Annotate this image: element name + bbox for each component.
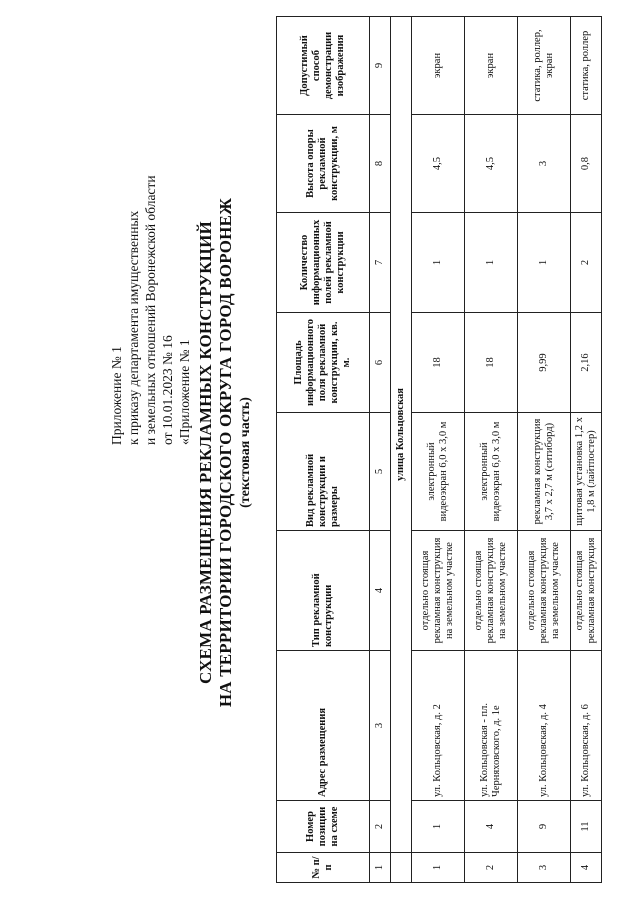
header-cell: Высота опоры рекламной конструкции, м [277, 115, 370, 213]
table-row [412, 17, 465, 883]
cell-fields: 1 [465, 213, 518, 313]
cell-position: 11 [571, 801, 602, 853]
cell-number: 2 [465, 853, 518, 883]
document-subtitle: (текстовая часть) [238, 397, 253, 508]
section-spacer [391, 853, 412, 883]
cell-height: 4,5 [412, 115, 465, 213]
cell-address: ул. Кольцовская - пл. Черняховского, д. 1е [465, 651, 518, 801]
appendix-line: к приказу департамента имущественных [126, 210, 141, 445]
appendix-line: Приложение № 1 [109, 346, 124, 445]
cell-method: статика, роллер [571, 17, 602, 115]
column-number-row [370, 17, 391, 883]
placement-table [276, 16, 602, 883]
header-cell: Площадь информационного поля рекламной конструкции, кв. м. [277, 313, 370, 413]
appendix-line: от 10.01.2023 № 16 [160, 335, 175, 445]
cell-kind: рекламная конструкция 3,7 x 2,7 м (ситиборд) [518, 413, 571, 531]
header-cell: Вид рекламной конструкции и размеры [277, 413, 370, 531]
header-cell: Допустимый способ демонстрации изображения [277, 17, 370, 115]
column-number: 4 [370, 531, 391, 651]
appendix-line: и земельных отношений Воронежской области [143, 175, 158, 445]
cell-type: отдельно стоящая рекламная конструкция на земельном участке [465, 531, 518, 651]
table-row [518, 17, 571, 883]
cell-position: 1 [412, 801, 465, 853]
column-number: 7 [370, 213, 391, 313]
cell-fields: 2 [571, 213, 602, 313]
cell-kind: щитовая установка 1,2 x 1,8 м (лайтпостер) [571, 413, 602, 531]
table-header-row [277, 17, 370, 883]
column-number: 1 [370, 853, 391, 883]
cell-height: 4,5 [465, 115, 518, 213]
cell-fields: 1 [412, 213, 465, 313]
cell-address: ул. Кольцовская, д. 6 [571, 651, 602, 801]
header-cell: Адрес размещения [277, 651, 370, 801]
cell-type: отдельно стоящая рекламная конструкция на земельном участке [518, 531, 571, 651]
cell-area: 9,99 [518, 313, 571, 413]
cell-type: отдельно стоящая рекламная конструкция на земельном участке [412, 531, 465, 651]
document-title [196, 0, 236, 905]
cell-method: экран [465, 17, 518, 115]
street-name: улица Кольцовская [391, 17, 412, 853]
table-row [465, 17, 518, 883]
cell-height: 0,8 [571, 115, 602, 213]
header-cell: Номер позиции на схеме [277, 801, 370, 853]
column-number: 2 [370, 801, 391, 853]
column-number: 9 [370, 17, 391, 115]
title-line: НА ТЕРРИТОРИИ ГОРОДСКОГО ОКРУГА ГОРОД ВОРОНЕЖ [216, 197, 235, 708]
cell-method: статика, роллер, экран [518, 17, 571, 115]
column-number: 5 [370, 413, 391, 531]
cell-fields: 1 [518, 213, 571, 313]
title-line: СХЕМА РАЗМЕЩЕНИЯ РЕКЛАМНЫХ КОНСТРУКЦИЙ [196, 221, 215, 684]
cell-type: отдельно стоящая рекламная конструкция [571, 531, 602, 651]
column-number: 3 [370, 651, 391, 801]
cell-method: экран [412, 17, 465, 115]
column-number: 6 [370, 313, 391, 413]
appendix-line: «Приложение № 1 [177, 339, 192, 445]
table-row [571, 17, 602, 883]
cell-kind: электронный видеоэкран 6,0 x 3,0 м [465, 413, 518, 531]
cell-number: 3 [518, 853, 571, 883]
header-cell: Количество информационных полей рекламной конструкции [277, 213, 370, 313]
header-cell: № п/п [277, 853, 370, 883]
cell-position: 9 [518, 801, 571, 853]
cell-kind: электронный видеоэкран 6,0 x 3,0 м [412, 413, 465, 531]
cell-address: ул. Кольцовская, д. 2 [412, 651, 465, 801]
cell-position: 4 [465, 801, 518, 853]
cell-number: 1 [412, 853, 465, 883]
cell-area: 18 [465, 313, 518, 413]
cell-address: ул. Кольцовская, д. 4 [518, 651, 571, 801]
street-section-row [391, 17, 412, 883]
header-cell: Тип рекламной конструкции [277, 531, 370, 651]
cell-area: 18 [412, 313, 465, 413]
appendix-header [108, 115, 193, 445]
cell-height: 3 [518, 115, 571, 213]
column-number: 8 [370, 115, 391, 213]
cell-area: 2,16 [571, 313, 602, 413]
cell-number: 4 [571, 853, 602, 883]
